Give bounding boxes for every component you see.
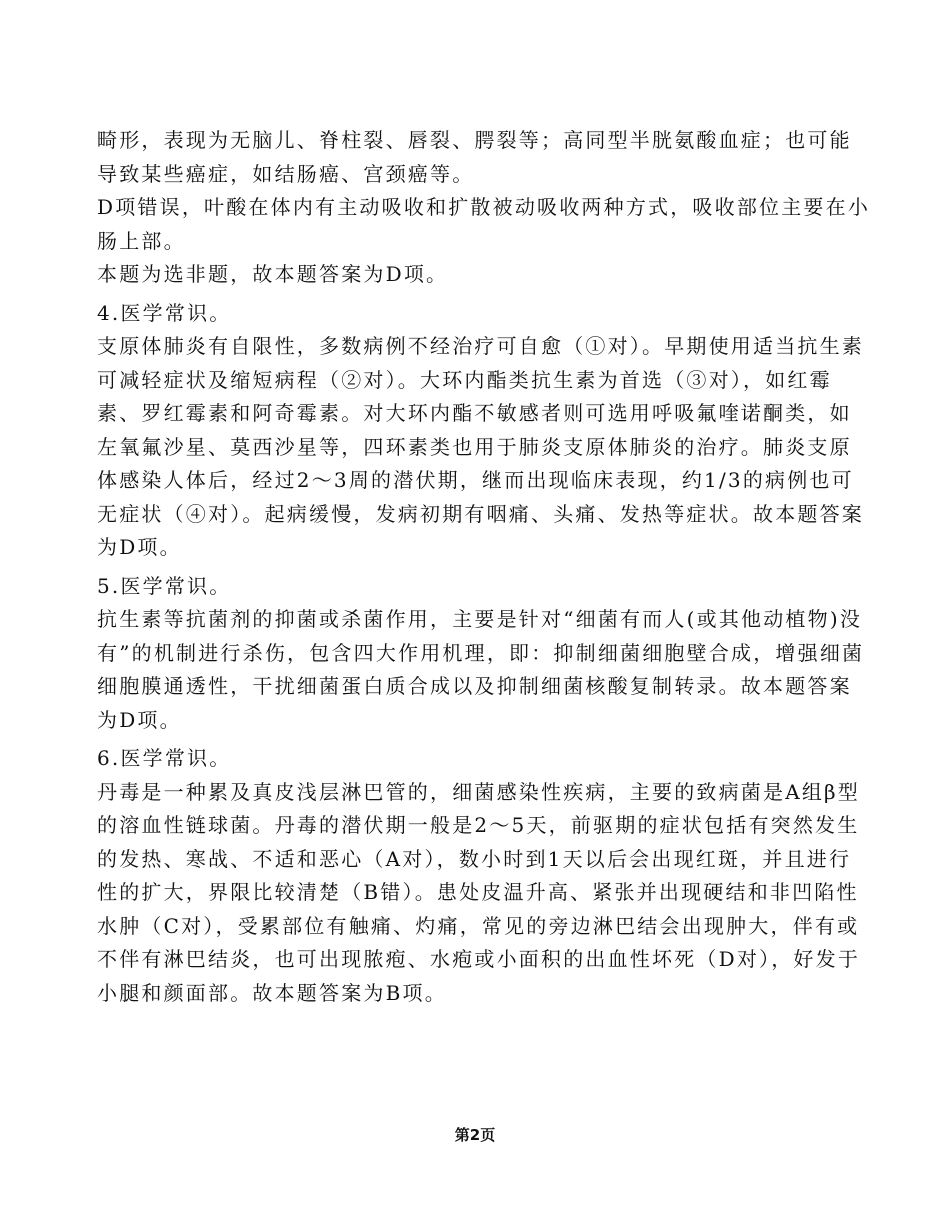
paragraph-mycoplasma: 支原体肺炎有自限性，多数病例不经治疗可自愈（①对）。早期使用适当抗生素可减轻症状及缩短病程（②对）。大环内酯类抗生素为首选（③对），如红霉素、罗红霉素和阿奇霉素。对大环内酯不敏感者则可选用呼吸氟喹诺酮类，如左氧氟沙星、莫西沙星等，四环素类也用于肺炎支原体肺炎的治疗。肺炎支原体感染人体后，经过2～3周的潜伏期，继而出现临床表现，约1/3的病例也可无症状（④对）。起病缓慢，发病初期有咽痛、头痛、发热等症状。故本题答案为D项。 [97,334,864,559]
paragraph-erysipelas: 丹毒是一种累及真皮浅层淋巴管的，细菌感染性疾病，主要的致病菌是A组β型的溶血性链球菌。丹毒的潜伏期一般是2～5天，前驱期的症状包括有突然发生的发热、寒战、不适和恶心（A对），数小时到1天以后会出现红斑，并且进行性的扩大，界限比较清楚（B错）。患处皮温升高、紧张并出现硬结和非凹陷性水肿（C对），受累部位有触痛、灼痛，常见的旁边淋巴结会出现肿大，伴有或不伴有淋巴结炎，也可出现脓疱、水疱或小面积的出血性坏死（D对），好发于小腿和颜面部。故本题答案为B项。 [97,779,861,1005]
section-heading-6: 6.医学常识。 [97,746,232,770]
section-heading-5: 5.医学常识。 [97,573,232,598]
paragraph-answer-3: 本题为选非题，故本题答案为D项。 [97,262,449,286]
section-heading-4: 4.医学常识。 [97,300,232,325]
paragraph-option-d: D项错误，叶酸在体内有主动吸收和扩散被动吸收两种方式，吸收部位主要在小肠上部。 [97,195,871,253]
paragraph-folate-deficiency: 畸形，表现为无脑儿、脊柱裂、唇裂、腭裂等；高同型半胱氨酸血症；也可能导致某些癌症，如结肠癌、宫颈癌等。 [97,128,852,186]
document-body [97,124,872,1010]
page-number: 第2页 [454,1126,496,1144]
paragraph-antibiotics: 抗生素等抗菌剂的抑菌或杀菌作用，主要是针对“细菌有而人(或其他动植物)没有”的机制进行杀伤，包含四大作用机理，即：抑制细菌细胞壁合成，增强细菌细胞膜通透性，干扰细菌蛋白质合成以及抑制细菌核酸复制转录。故本题答案为D项。 [97,607,865,732]
